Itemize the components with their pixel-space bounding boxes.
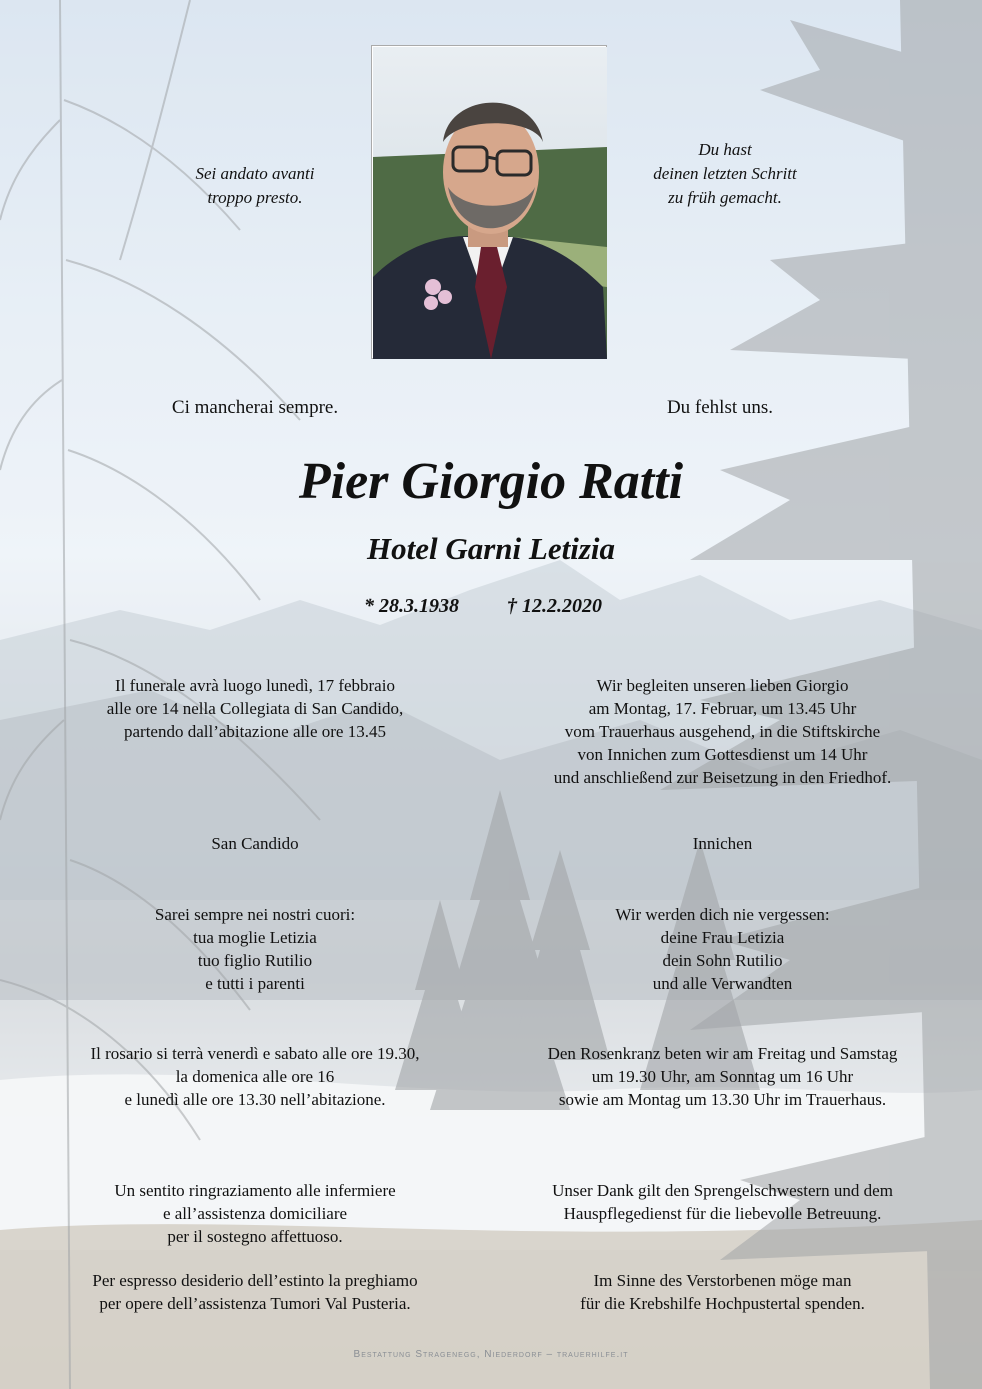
rosary-italian-line: Il rosario si terrà venerdì e sabato alle ore 19.30,: [90, 1044, 420, 1063]
mourners-italian-line: tua moglie Letizia: [193, 928, 317, 947]
funeral-german-line: von Innichen zum Gottesdienst um 14 Uhr: [577, 745, 868, 764]
mourners-german-line: Wir werden dich nie vergessen:: [615, 905, 830, 924]
quote-german-line: Du hast: [698, 140, 752, 159]
donation-german-line: für die Krebshilfe Hochpustertal spenden.: [580, 1294, 865, 1313]
mourners-italian-line: Sarei sempre nei nostri cuori:: [154, 905, 356, 924]
quote-italian-line: troppo presto.: [207, 188, 303, 207]
funeral-german-line: am Montag, 17. Februar, um 13.45 Uhr: [588, 699, 857, 718]
funeral-german-line: vom Trauerhaus ausgehend, in die Stiftskirche: [564, 722, 881, 741]
birth-date: * 28.3.1938: [364, 595, 459, 617]
rosary-italian: [30, 1042, 480, 1111]
quote-italian: [170, 162, 340, 210]
mourners-german-line: deine Frau Letizia: [660, 928, 785, 947]
mourners-german-line: und alle Verwandten: [652, 974, 793, 993]
donation-italian-line: Per espresso desiderio dell’estinto la preghiamo: [92, 1271, 418, 1290]
quote-italian-line: Sei andato avanti: [195, 164, 315, 183]
farewell-german: Du fehlst uns.: [666, 397, 774, 418]
place-german: Innichen: [692, 834, 753, 853]
rosary-italian-line: la domenica alle ore 16: [175, 1067, 335, 1086]
quote-german-line: deinen letzten Schritt: [653, 164, 797, 183]
donation-italian: [30, 1269, 480, 1315]
thanks-italian-line: per il sostegno affettuoso.: [167, 1227, 343, 1246]
rosary-german: [485, 1042, 960, 1111]
place-italian: San Candido: [211, 834, 299, 853]
funeral-italian: [30, 674, 480, 743]
thanks-german-line: Unser Dank gilt den Sprengelschwestern und dem: [552, 1181, 893, 1200]
rosary-german-line: um 19.30 Uhr, am Sonntag um 16 Uhr: [591, 1067, 854, 1086]
mourners-german: [500, 903, 945, 995]
mourners-italian-line: tuo figlio Rutilio: [197, 951, 313, 970]
thanks-german: [485, 1179, 960, 1225]
mourners-german-line: dein Sohn Rutilio: [662, 951, 783, 970]
thanks-italian: [30, 1179, 480, 1248]
rosary-italian-line: e lunedì alle ore 13.30 nell’abitazione.: [124, 1090, 386, 1109]
footer-credit: Bestattung Stragenegg, Niederdorf – trauerhilfe.it: [353, 1349, 629, 1360]
quote-german: [630, 138, 820, 210]
donation-german-line: Im Sinne des Verstorbenen möge man: [593, 1271, 852, 1290]
quote-german-line: zu früh gemacht.: [668, 188, 782, 207]
mourners-italian: [30, 903, 480, 995]
portrait-illustration: [373, 47, 607, 359]
thanks-italian-line: Un sentito ringraziamento alle infermiere: [114, 1181, 396, 1200]
funeral-german-line: Wir begleiten unseren lieben Giorgio: [596, 676, 849, 695]
deceased-name: Pier Giorgio Ratti: [298, 453, 684, 510]
rosary-german-line: Den Rosenkranz beten wir am Freitag und Samstag: [547, 1044, 898, 1063]
mourners-italian-line: e tutti i parenti: [205, 974, 305, 993]
donation-german: [485, 1269, 960, 1315]
thanks-italian-line: e all’assistenza domiciliare: [162, 1204, 348, 1223]
funeral-german-line: und anschließend zur Beisetzung in den Friedhof.: [553, 768, 892, 787]
portrait-photo: [371, 45, 607, 359]
death-date: † 12.2.2020: [507, 595, 602, 617]
farewell-italian: Ci mancherai sempre.: [171, 397, 339, 418]
funeral-german: [500, 674, 945, 789]
hotel-name: Hotel Garni Letizia: [367, 531, 615, 566]
funeral-italian-line: Il funerale avrà luogo lunedì, 17 febbraio: [115, 676, 395, 695]
funeral-italian-line: partendo dall’abitazione alle ore 13.45: [124, 722, 386, 741]
donation-italian-line: per opere dell’assistenza Tumori Val Pusteria.: [99, 1294, 411, 1313]
thanks-german-line: Hauspflegedienst für die liebevolle Betreuung.: [563, 1204, 882, 1223]
rosary-german-line: sowie am Montag um 13.30 Uhr im Trauerhaus.: [558, 1090, 887, 1109]
funeral-italian-line: alle ore 14 nella Collegiata di San Candido,: [106, 699, 404, 718]
